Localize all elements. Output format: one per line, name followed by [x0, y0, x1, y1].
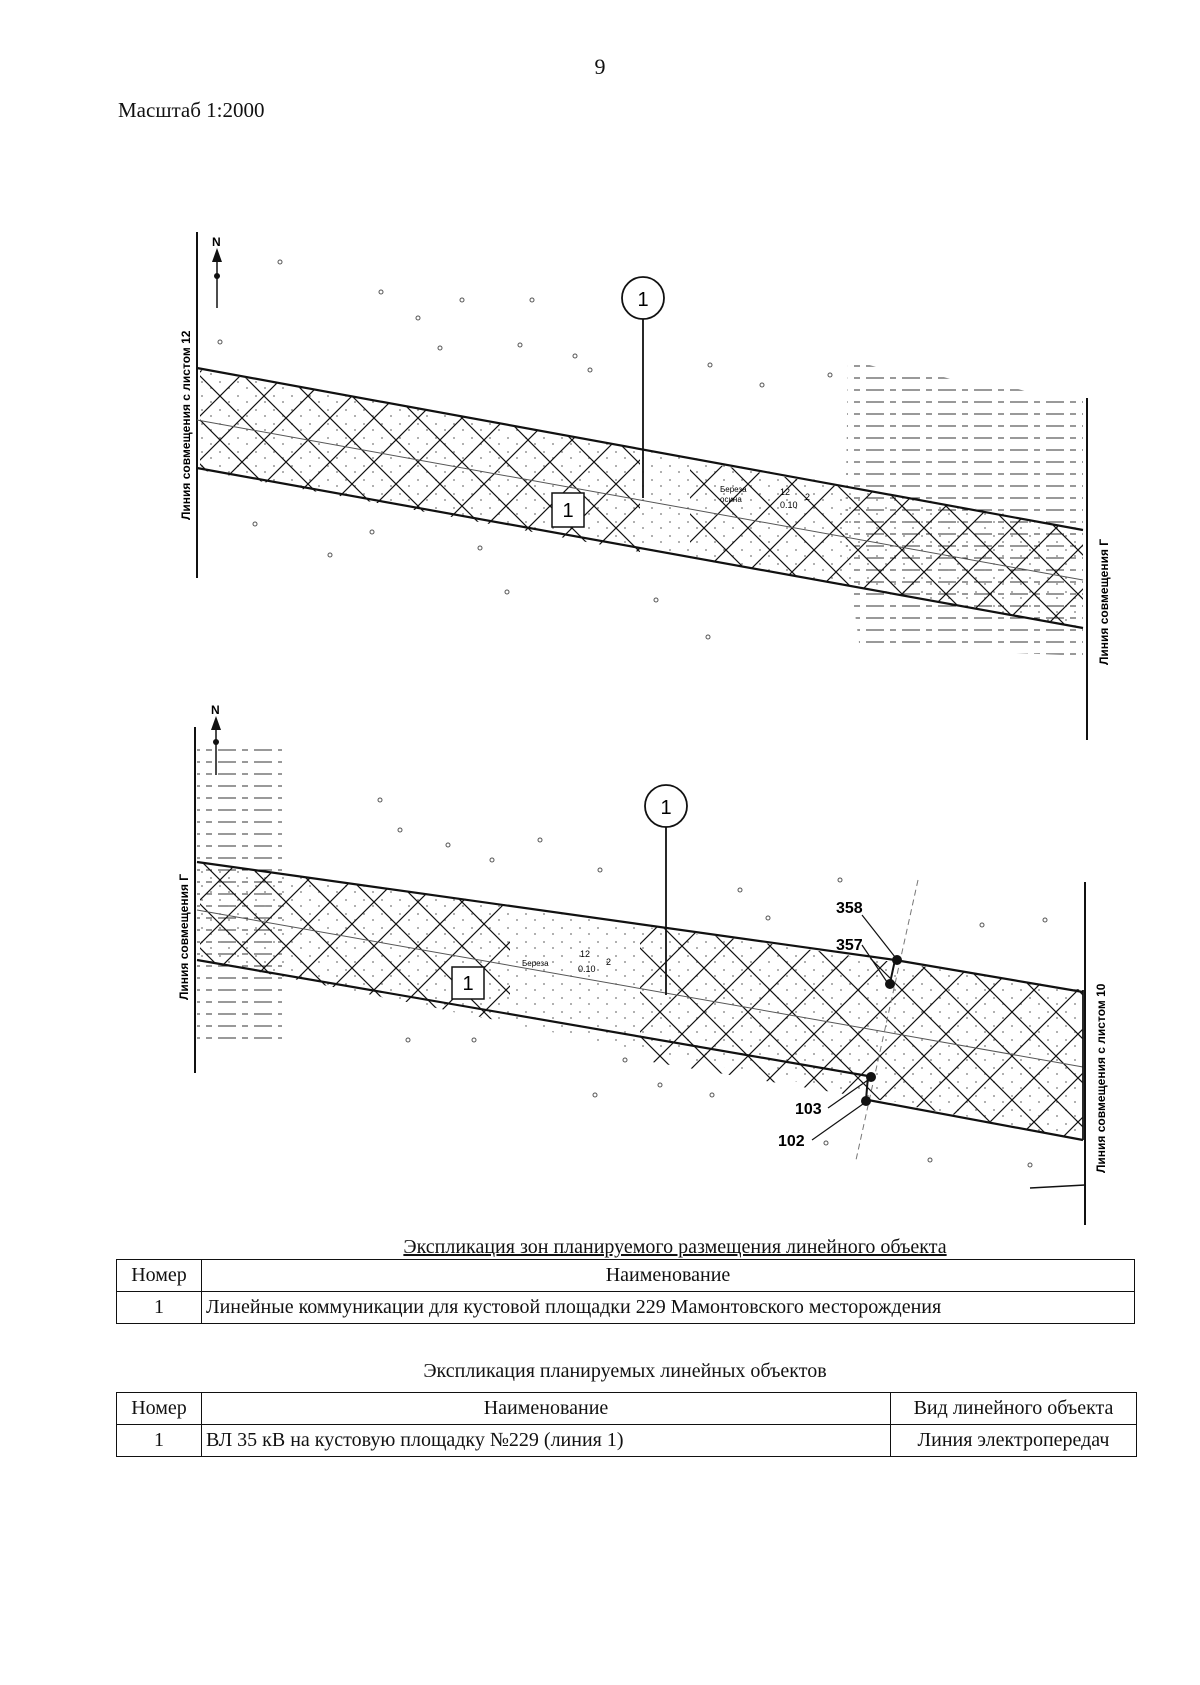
- tree-note-1: Береза: [720, 485, 747, 494]
- scale-label: Масштаб 1:2000: [118, 98, 265, 122]
- table-cell: Линия электропередач: [891, 1425, 1137, 1457]
- tree-note-3: 12: [780, 487, 791, 497]
- zone-label: 1: [462, 973, 474, 995]
- tree-note-4: 0.10: [780, 500, 798, 510]
- callout-number: 1: [637, 289, 649, 311]
- header-cell: Наименование: [202, 1260, 1135, 1292]
- table-header-row: [117, 1260, 1135, 1292]
- page-number: 9: [594, 54, 606, 79]
- tree-note-5: 2: [805, 492, 811, 502]
- map-bottom: [177, 703, 1108, 1225]
- table-cell: ВЛ 35 кВ на кустовую площадку №229 (линия 1): [202, 1425, 891, 1457]
- combination-line-label-right: Линия совмещения Г: [1097, 538, 1111, 665]
- combination-line-label-left: Линия совмещения Г: [177, 873, 191, 1000]
- north-arrow-icon: [212, 235, 222, 308]
- table-cell: Линейные коммуникации для кустовой площадки 229 Мамонтовского месторождения: [202, 1292, 1135, 1324]
- header-cell: Номер: [117, 1260, 202, 1292]
- header-cell: Номер: [117, 1393, 202, 1425]
- point-label-358: 358: [836, 900, 863, 917]
- table-row: [117, 1292, 1135, 1324]
- combination-line-label-left: Линия совмещения с листом 12: [179, 330, 193, 520]
- tree-note-2: осина: [720, 495, 742, 504]
- table-cell: 1: [117, 1292, 202, 1324]
- tree-note-1: Береза: [522, 959, 549, 968]
- header-cell: Наименование: [202, 1393, 891, 1425]
- point-label-357: 357: [836, 937, 863, 954]
- objects-table: [116, 1392, 1137, 1457]
- point-label-102: 102: [778, 1133, 805, 1150]
- zones-table: [116, 1259, 1135, 1324]
- header-cell: Вид линейного объекта: [891, 1393, 1137, 1425]
- tree-note-3: 0.10: [578, 964, 596, 974]
- point-label-103: 103: [795, 1101, 822, 1118]
- point-358: [892, 955, 902, 965]
- tree-note-4: 2: [606, 957, 612, 967]
- table-header-row: [117, 1393, 1137, 1425]
- north-label: N: [211, 703, 220, 717]
- table-cell: 1: [117, 1425, 202, 1457]
- zones-table-title: Экспликация зон планируемого размещения линейного объекта: [403, 1236, 947, 1258]
- callout-number: 1: [660, 797, 672, 819]
- zone-label: 1: [562, 500, 574, 522]
- table-row: [117, 1425, 1137, 1457]
- combination-line-label-right: Линия совмещения с листом 10: [1094, 983, 1108, 1173]
- objects-table-title: Экспликация планируемых линейных объектов: [423, 1360, 827, 1382]
- tree-note-2: 12: [580, 949, 591, 959]
- map-top: [179, 232, 1111, 740]
- north-label: N: [212, 235, 221, 249]
